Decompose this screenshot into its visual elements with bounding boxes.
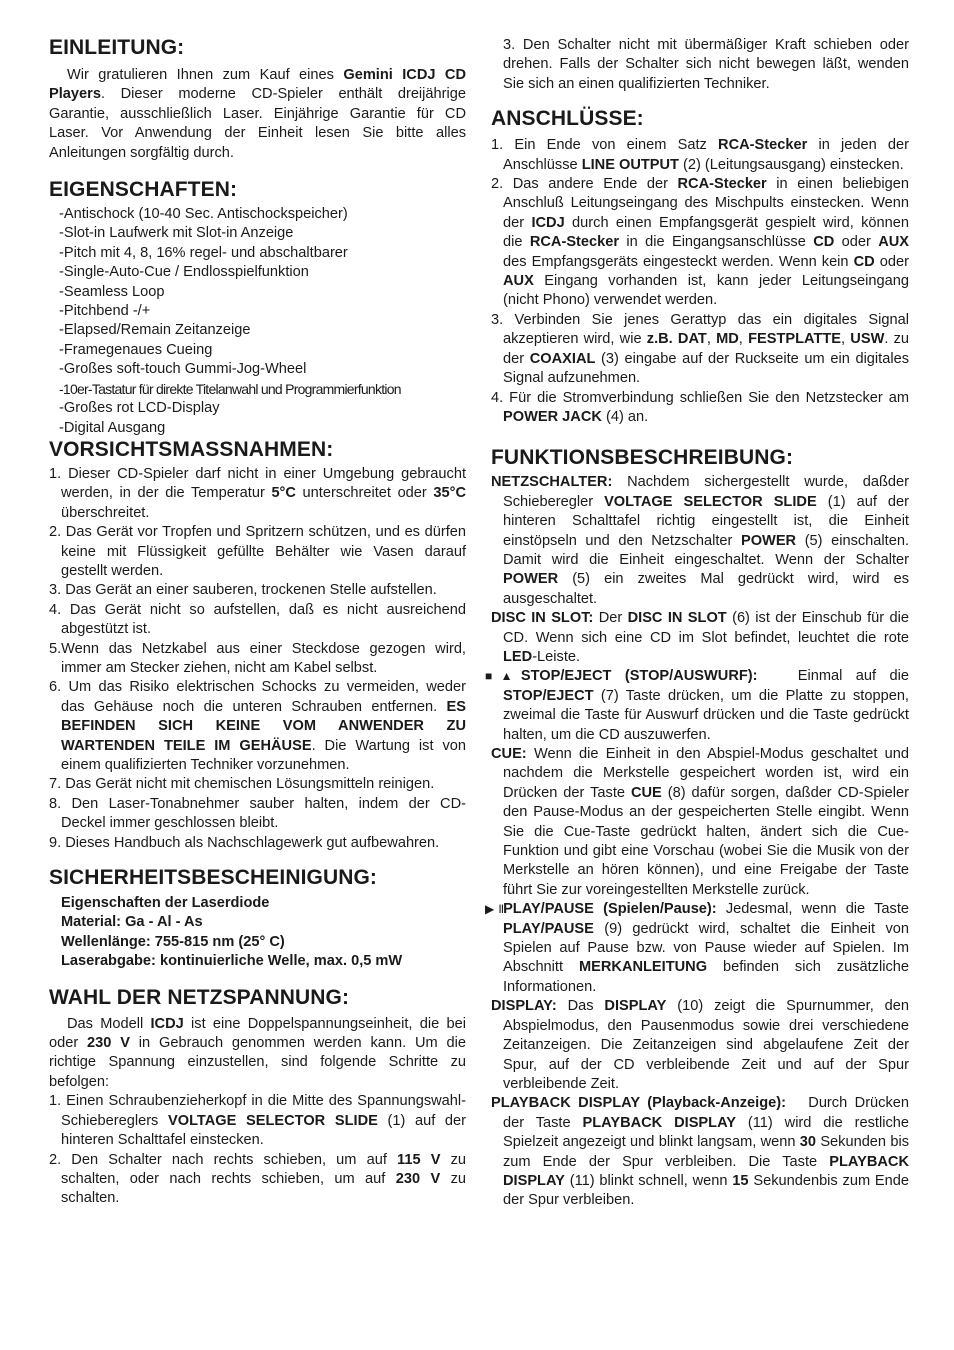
numbered-item: 7. Das Gerät nicht mit chemischen Lösungsmitteln reinigen. (49, 776, 435, 793)
numbered-item: 3. Das Gerät an einer sauberen, trockenen Stelle aufstellen. (49, 582, 437, 599)
funktion-list (485, 473, 910, 1210)
numbered-item: 4. Für die Stromverbindung schließen Sie den Netzstecker am POWER JACK (4) an. (491, 389, 909, 425)
function-entry: DISPLAY: Das DISPLAY (10) zeigt die Spurnummer, den Abspielmodus, den Pausenmodus sowie drei verschiedene Zeitanzeigen. Die Zeitanzeigen sind abgelaufene Zeit der Spur, auf der CD verbleibende Zeit und auf der Spur verbleibende Zeit. (491, 998, 909, 1092)
feature-item: -Großes soft-touch Gummi-Jog-Wheel (59, 361, 307, 378)
right-column (485, 36, 910, 1211)
numbered-item: 9. Dieses Handbuch als Nachschlagewerk gut aufbewahren. (49, 834, 440, 851)
laser-spec-line: Eigenschaften der Laserdiode (61, 895, 270, 912)
eigenschaften-list (59, 205, 466, 438)
feature-item: -Pitchbend -/+ (59, 303, 151, 320)
laser-spec-line: Material: Ga - Al - As (61, 914, 203, 931)
numbered-item: 3. Verbinden Sie jenes Gerattyp das ein digitales Signal akzeptieren wird, wie z.B. DAT, MD, FESTPLATTE, USW. zu der COAXIAL (3) eingabe auf der Ruckseite um ein digitales Signal aufzunehmen. (491, 311, 910, 387)
heading-funktionsbeschreibung: FUNKTIONSBESCHREIBUNG: (491, 446, 794, 470)
heading-einleitung: EINLEITUNG: (49, 36, 185, 59)
laser-spec-line: Laserabgabe: kontinuierliche Welle, max. 0,5 mW (61, 953, 403, 970)
netzspannung-text: Das Modell ICDJ ist eine Doppelspannungseinheit, die bei oder 230 V in Gebrauch genommen werden kann. Um die richtige Spannung einzustellen, sind folgende Schritte zu befolgen: (49, 1015, 467, 1090)
heading-sicherheitsbescheinigung: SICHERHEITSBESCHEINIGUNG: (49, 866, 378, 890)
feature-item: -Pitch mit 4, 8, 16% regel- und abschaltbarer (59, 244, 348, 261)
numbered-item: 8. Den Laser-Tonabnehmer sauber halten, indem der CD-Deckel immer geschlossen bleibt. (49, 795, 466, 832)
anschluesse-list (491, 136, 909, 427)
numbered-item: 2. Das Gerät vor Tropfen und Spritzern schützen, und es dürfen keine mit Flüssigkeit gefüllte Behälter wie Vasen darauf gestellt werden. (49, 524, 466, 579)
numbered-item: 5.Wenn das Netzkabel aus einer Steckdose gezogen wird, immer am Stecker ziehen, nicht am Kabel selbst. (49, 640, 466, 676)
numbered-item: 2. Den Schalter nach rechts schieben, um auf 115 V zu schalten, oder nach rechts schieben, um auf 230 V zu schalten. (49, 1151, 467, 1207)
function-entry: ■▲STOP/EJECT (STOP/AUSWURF): Einmal auf die STOP/EJECT (7) Taste drücken, um die Platte zu stoppen, zweimal die Taste für Auswurf drücken und die Taste gedrückt halten, um die CD auszuwerfen. (485, 668, 909, 743)
numbered-item: 1. Dieser CD-Spieler darf nicht in einer Umgebung gebraucht werden, in der die Temperatur 5°C unterschreitet oder 35°C überschreitet. (49, 465, 466, 521)
vorsicht-list (49, 465, 466, 853)
numbered-item: 6. Um das Risiko elektrischen Schocks zu vermeiden, weder das Gehäuse noch die unteren Schrauben entfernen. ES BEFINDEN SICH KEINE VOM ANWENDER ZU WARTENDEN TEILE IM GEHÄUSE. Die Wartung ist von einem qualifizierten Techniker vorzunehmen. (49, 679, 466, 773)
feature-item: -Framegenaues Cueing (59, 341, 213, 358)
numbered-item: 1. Ein Ende von einem Satz RCA-Stecker in jeden der Anschlüsse LINE OUTPUT (2) (Leitungsausgang) einstecken. (491, 137, 910, 173)
function-entry: NETZSCHALTER: Nachdem sichergestellt wurde, daßder Schieberegler VOLTAGE SELECTOR SLIDE (1) auf der hinteren Schalttafel richtig eingestellt ist, die Einheit einstöpseln und den Netzschalter POWER (5) einschalten. Damit wird die Einheit eingeschaltet. Wenn der Schalter POWER (5) ein zweites Mal gedrückt wird, wird es ausgeschaltet. (491, 474, 909, 607)
function-entry: DISC IN SLOT: Der DISC IN SLOT (6) ist der Einschub für die CD. Wenn sich eine CD im Slot befindet, leuchtet die rote LED-Leiste. (491, 610, 909, 665)
laser-spec-line: Wellenlänge: 755-815 nm (25° C) (61, 933, 285, 950)
feature-item: -Single-Auto-Cue / Endlosspielfunktion (59, 264, 309, 281)
function-entry: CUE: Wenn die Einheit in den Abspiel-Modus geschaltet und nachdem die Merkstelle gespeichert worden ist, wird ein Drücken der Taste CUE (8) dafür sorgen, daßder CD-Spieler den Pause-Modus an der gespeicherten Stelle eingibt. Wenn Sie die Cue-Taste gedrückt halten, ändert sich die Cue-Funktion und gibt eine Vorschau (wobei Sie die Musik von der Merkstelle an hören können), und eine Freigabe der Taste führt Sie zur voreingestellten Merkstelle zurück. (491, 746, 910, 898)
heading-wahl-der-netzspannung: WAHL DER NETZSPANNUNG: (49, 985, 350, 1009)
feature-item: -Großes rot LCD-Display (59, 400, 220, 417)
numbered-item: 1. Einen Schraubenzieherkopf in die Mitte des Spannungswahl-Schiebereglers VOLTAGE SELECTOR SLIDE (1) auf der hinteren Schalttafel einstecken. (49, 1093, 466, 1149)
left-column (49, 36, 466, 1209)
netzspannung-step-3: 3. Den Schalter nicht mit übermäßiger Kraft schieben oder drehen. Falls der Schalter sich nicht bewegen läßt, wenden Sie sich an einen qualifizierten Techniker. (503, 37, 909, 92)
feature-item: -Slot-in Laufwerk mit Slot-in Anzeige (59, 225, 294, 242)
function-entry: ▶IIPLAY/PAUSE (Spielen/Pause): Jedesmal, wenn die Taste PLAY/PAUSE (9) gedrückt wird, schaltet die Einheit von Spielen auf Pause bzw. von Pause wieder auf Spielen. Im Abschnitt MERKANLEITUNG befinden sich zusätzliche Informationen. (485, 901, 909, 995)
netzspannung-list (49, 1092, 466, 1208)
feature-item: -Seamless Loop (59, 283, 165, 300)
heading-eigenschaften: EIGENSCHAFTEN: (49, 178, 238, 202)
numbered-item: 2. Das andere Ende der RCA-Stecker in einen beliebigen Anschluß Leitungseingang des Mischpults einstecken. Wenn der ICDJ durch einen Empfangsgerät gespielt wird, können die RCA-Stecker in die Eingangsanschlüsse CD oder AUX des Empfangsgeräts eingesteckt werden. Wenn kein CD oder AUX Eingang vorhanden ist, kann jeder Leitungseingang (nicht Phono) verwendet werden. (491, 176, 910, 309)
laser-spec-block (61, 894, 466, 972)
feature-item: -Antischock (10-40 Sec. Antischockspeicher) (59, 206, 348, 223)
einleitung-text: Wir gratulieren Ihnen zum Kauf eines Gemini ICDJ CD Players. Dieser moderne CD-Spieler enthält dreijährige Garantie, ausschließlich Laser. Einjährige Garantie für CD Laser. Vor Anwendung der Einheit lesen Sie bitte alles Anleitungen sorgfältig durch. (49, 67, 466, 161)
feature-item: -10er-Tastatur für direkte Titelanwahl und Programmierfunktion (59, 380, 401, 397)
heading-vorsichtsmassnahmen: VORSICHTSMASSNAHMEN: (49, 437, 334, 461)
function-entry: PLAYBACK DISPLAY (Playback-Anzeige): Durch Drücken der Taste PLAYBACK DISPLAY (11) wird die restliche Spielzeit angezeigt und blinkt langsam, wenn 30 Sekunden bis zum Ende der Spur verbleiben. Die Taste PLAYBACK DISPLAY (11) blinkt schnell, wenn 15 Sekundenbis zum Ende der Spur verbleiben. (491, 1095, 909, 1209)
numbered-item: 4. Das Gerät nicht so aufstellen, daß es nicht ausreichend abgestützt ist. (49, 601, 466, 638)
feature-item: -Digital Ausgang (59, 419, 166, 436)
heading-anschluesse: ANSCHLÜSSE: (491, 107, 644, 131)
feature-item: -Elapsed/Remain Zeitanzeige (59, 322, 251, 339)
